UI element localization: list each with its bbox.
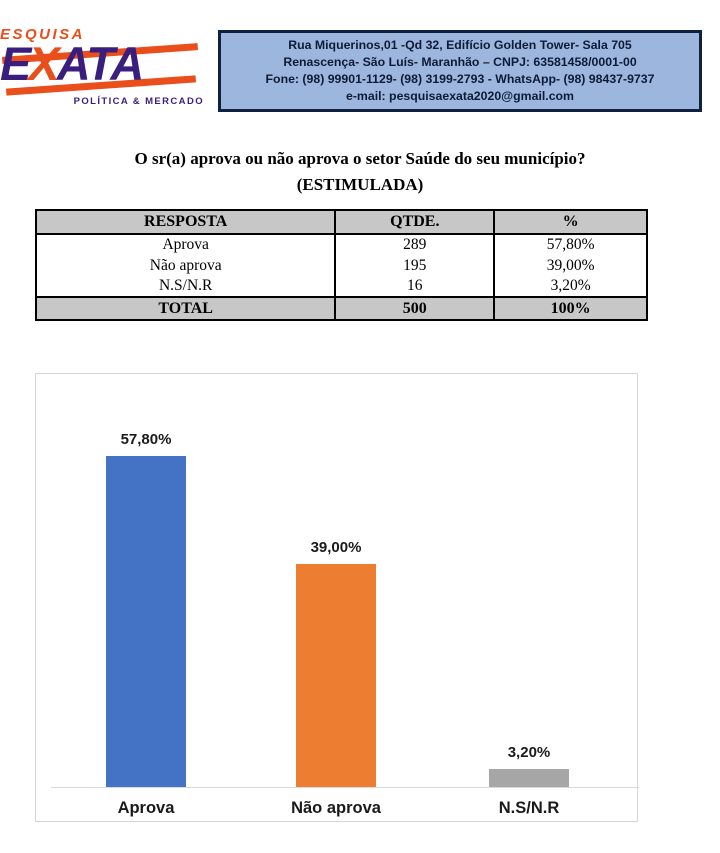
logo-letter-x: X	[28, 37, 59, 90]
cell-percent: 39,00%	[494, 255, 647, 276]
category-label: N.S/N.R	[498, 799, 560, 817]
cell-qtde: 289	[335, 234, 494, 255]
contact-info-box	[218, 30, 702, 112]
question-subtitle: (ESTIMULADA)	[296, 175, 424, 195]
bar-value-label: 39,00%	[310, 539, 362, 556]
bar-chart-plot	[36, 374, 637, 821]
table-header-row	[36, 210, 647, 234]
column-header-resposta: RESPOSTA	[36, 210, 335, 234]
survey-question-block	[0, 146, 720, 199]
cell-resposta: Não aprova	[36, 255, 335, 276]
total-qtde: 500	[335, 297, 494, 320]
logo-exata-text	[0, 37, 144, 90]
table-row	[36, 234, 647, 255]
logo-tagline: POLÍTICA & MERCADO	[73, 96, 204, 107]
category-label: Não aprova	[291, 799, 381, 817]
contact-line-phones: Fone: (98) 99901-1129- (98) 3199-2793 - WhatsApp- (98) 98437-9737	[265, 72, 655, 86]
cell-resposta: Aprova	[36, 234, 335, 255]
cell-qtde: 16	[335, 276, 494, 297]
bar-chart	[35, 373, 638, 822]
results-table	[35, 209, 648, 321]
logo-pesquisa-text: ESQUISA	[0, 26, 86, 43]
category-label: Aprova	[117, 799, 175, 817]
chart-baseline	[51, 787, 639, 788]
cell-percent: 3,20%	[494, 276, 647, 297]
contact-line-email: e-mail: pesquisaexata2020@gmail.com	[346, 89, 574, 104]
chart-bar-0	[106, 456, 186, 787]
logo-letter-e: E	[0, 37, 31, 90]
survey-question: O sr(a) aprova ou não aprova o setor Saúde do seu município?	[134, 149, 586, 168]
chart-bar-1	[296, 564, 376, 787]
column-header-qtde: QTDE.	[335, 210, 494, 234]
cell-qtde: 195	[335, 255, 494, 276]
table-row	[36, 255, 647, 276]
table-row	[36, 276, 647, 297]
column-header-percent: %	[494, 210, 647, 234]
logo-letters-ata: ATA	[56, 37, 144, 90]
cell-percent: 57,80%	[494, 234, 647, 255]
logo	[0, 24, 208, 116]
table-total-row	[36, 297, 647, 320]
bar-value-label: 57,80%	[120, 431, 172, 448]
bar-value-label: 3,20%	[507, 744, 551, 761]
cell-resposta: N.S/N.R	[36, 276, 335, 297]
total-percent: 100%	[494, 297, 647, 320]
total-label: TOTAL	[36, 297, 335, 320]
contact-line-city-cnpj: Renascença- São Luís- Maranhão – CNPJ: 63581458/0001-00	[283, 54, 637, 69]
contact-line-address: Rua Miquerinos,01 -Qd 32, Edifício Golden Tower- Sala 705	[288, 37, 632, 52]
chart-bar-2	[489, 769, 569, 787]
